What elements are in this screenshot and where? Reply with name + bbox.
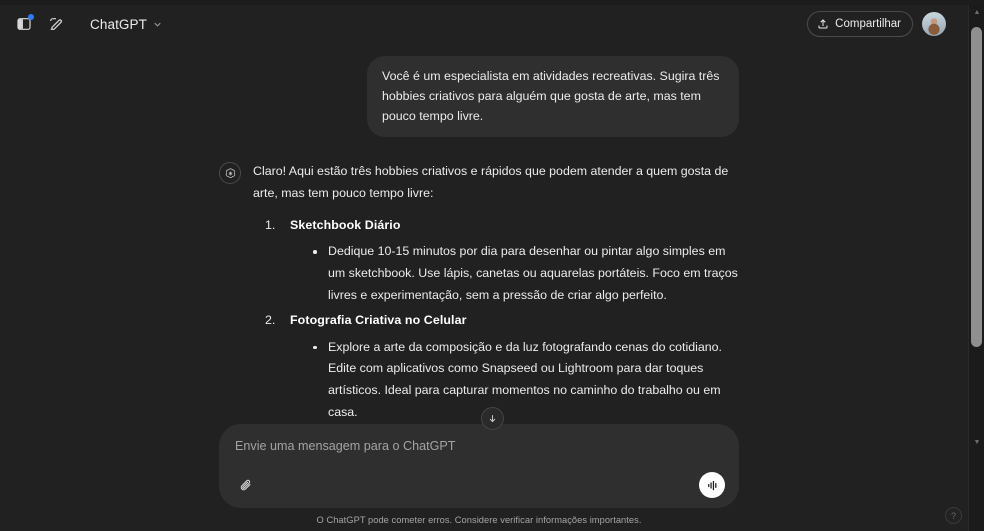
scroll-to-bottom-button[interactable] bbox=[481, 407, 504, 430]
notification-dot-icon bbox=[28, 14, 34, 20]
list-item bbox=[265, 310, 739, 423]
list-item-detail-list bbox=[290, 241, 739, 306]
scrollbar-down-arrow-icon[interactable]: ▼ bbox=[973, 438, 981, 446]
header-right-group bbox=[807, 11, 946, 37]
voice-waveform-icon bbox=[705, 478, 720, 493]
footer-disclaimer: O ChatGPT pode cometer erros. Considere verificar informações importantes. bbox=[316, 515, 642, 525]
list-item-title: Fotografia Criativa no Celular bbox=[290, 313, 467, 328]
upload-share-icon bbox=[817, 18, 829, 30]
message-composer[interactable] bbox=[219, 424, 739, 508]
avatar[interactable] bbox=[922, 12, 946, 36]
hobby-list bbox=[253, 215, 739, 431]
paperclip-icon bbox=[239, 478, 254, 493]
composer-area bbox=[0, 424, 958, 531]
new-chat-button[interactable] bbox=[42, 10, 70, 38]
arrow-down-icon bbox=[487, 413, 498, 424]
list-item bbox=[265, 215, 739, 306]
list-item-detail-list bbox=[290, 337, 739, 424]
model-name-label: ChatGPT bbox=[90, 16, 147, 32]
share-button[interactable] bbox=[807, 11, 913, 37]
scrollbar-up-arrow-icon[interactable]: ▲ bbox=[973, 8, 981, 16]
list-item-detail: Dedique 10-15 minutos por dia para desenhar ou pintar algo simples em um sketchbook. Use lápis, canetas ou aquarelas portáteis. Foco em traços livres e experimentação, sem a pressão de criar algo perfeito. bbox=[312, 241, 739, 306]
voice-mode-button[interactable] bbox=[699, 472, 725, 498]
chevron-down-icon bbox=[152, 19, 163, 30]
attach-file-button[interactable] bbox=[235, 474, 257, 496]
help-button[interactable]: ? bbox=[945, 507, 962, 524]
model-picker[interactable] bbox=[84, 13, 171, 36]
conversation-scroll-area[interactable] bbox=[0, 43, 958, 431]
assistant-intro-text: Claro! Aqui estão três hobbies criativos e rápidos que podem atender a quem gosta de arte, mas tem pouco tempo livre: bbox=[253, 164, 729, 200]
assistant-message-row bbox=[219, 161, 739, 431]
scrollbar-thumb[interactable] bbox=[971, 27, 982, 347]
assistant-message-body bbox=[253, 161, 739, 431]
app-header bbox=[0, 5, 958, 43]
user-message-bubble: Você é um especialista em atividades recreativas. Sugira três hobbies criativos para alguém que gosta de arte, mas tem pouco tempo livre. bbox=[367, 56, 739, 137]
header-left-group bbox=[10, 10, 171, 38]
page-scrollbar[interactable] bbox=[968, 5, 984, 531]
user-message-row bbox=[219, 56, 739, 137]
composer-toolbar bbox=[235, 472, 725, 498]
openai-logo-icon bbox=[219, 162, 241, 184]
list-item-detail: Explore a arte da composição e da luz fotografando cenas do cotidiano. Edite com aplicativos como Snapseed ou Lightroom para dar toques artísticos. Ideal para capturar momentos no caminho do trabalho ou em casa. bbox=[312, 337, 739, 424]
sidebar-toggle-button[interactable] bbox=[10, 10, 38, 38]
list-item-title: Sketchbook Diário bbox=[290, 217, 401, 232]
share-button-label: Compartilhar bbox=[835, 18, 901, 30]
conversation-thread bbox=[219, 43, 739, 431]
message-input[interactable]: Envie uma mensagem para o ChatGPT bbox=[235, 439, 456, 454]
